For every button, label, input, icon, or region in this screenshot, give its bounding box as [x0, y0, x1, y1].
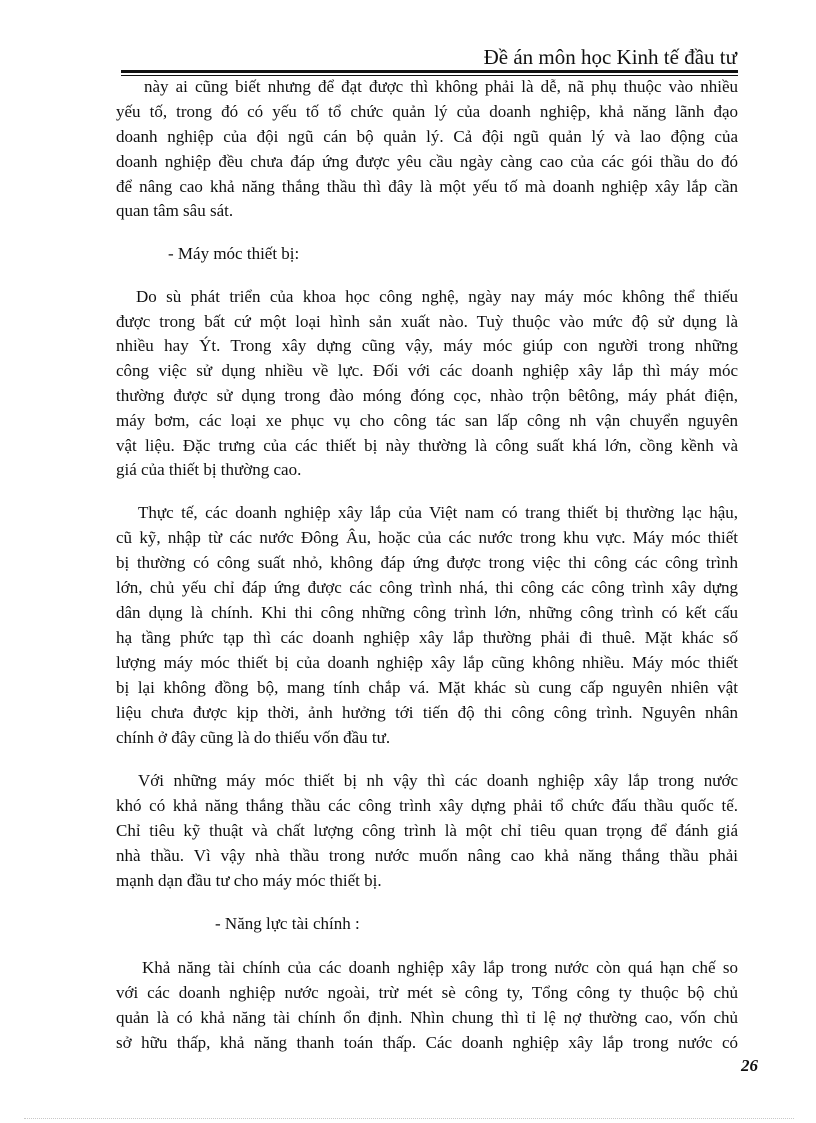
- body-text-line: dân dụng là chính. Khi thi công những công trình lớn, những công trình có kết cấu: [116, 603, 738, 622]
- body-text-line: Với những máy móc thiết bị nh vậy thì các doanh nghiệp xây lắp trong nước: [138, 771, 738, 790]
- body-text-line: máy bơm, các loại xe phục vụ cho công tác san lấp công nh vận chuyển nguyên: [116, 411, 738, 430]
- body-text-line: Khả năng tài chính của các doanh nghiệp xây lắp trong nước còn quá hạn chế so: [142, 958, 738, 977]
- body-text-line: hạ tầng phức tạp thì các doanh nghiệp xây lắp thường phải đi thuê. Mặt khác số: [116, 628, 738, 647]
- body-text-line: giá của thiết bị thường cao.: [116, 460, 302, 479]
- body-text-line: này ai cũng biết nhưng để đạt được thì không phải là dễ, nã phụ thuộc vào nhiều: [144, 77, 738, 96]
- body-text-line: được trong bất cứ một loại hình sản xuất nào. Tuỳ thuộc vào mức độ sử dụng là: [116, 312, 738, 331]
- body-text-line: quản là có khả năng tài chính ổn định. Nhìn chung thì tỉ lệ nợ thường cao, vốn chủ: [116, 1008, 738, 1027]
- body-text-line: cũ kỹ, nhập từ các nước Đông Âu, hoặc của các nước trong khu vực. Máy móc thiết: [116, 528, 738, 547]
- body-text-line: chính ở đây cũng là do thiếu vốn đầu tư.: [116, 728, 391, 747]
- body-text-line: khó có khả năng thắng thầu các công trình xây dựng phải tổ chức đấu thầu quốc tế.: [116, 796, 738, 815]
- body-text-line: bị lại không đồng bộ, mang tính chắp vá. Mặt khác sù cung cấp nguyên nhiên vật: [116, 678, 738, 697]
- body-text-line: lượng máy móc thiết bị của doanh nghiệp xây lắp cũng không nhiều. Máy móc thiết: [116, 653, 738, 672]
- body-text-line: bị thường có công suất nhỏ, không đáp ứng được trong việc thi công các công trình: [116, 553, 738, 572]
- body-text-line: thường được sử dụng trong đào móng đóng cọc, nhào trộn bêtông, máy phát điện,: [116, 386, 738, 405]
- header-rule: [121, 70, 738, 73]
- footer-divider: [24, 1118, 794, 1119]
- body-text-line: Do sù phát triển của khoa học công nghệ, ngày nay máy móc không thể thiếu: [136, 287, 738, 306]
- body-text-line: quan tâm sâu sát.: [116, 201, 234, 220]
- body-text-line: công việc sử dụng nhiều về lực. Đối với các doanh nghiệp xây lắp thì máy móc: [116, 361, 738, 380]
- body-text-line: Chỉ tiêu kỹ thuật và chất lượng công trình là một chỉ tiêu quan trọng để đánh giá: [116, 821, 738, 840]
- body-text-line: lớn, chủ yếu chỉ đáp ứng được các công trình nhá, thi công các công trình xây dựng: [116, 578, 738, 597]
- body-text-line: nhiều hay Ýt. Trong xây dựng cũng vậy, máy móc giúp con người trong những: [116, 336, 738, 355]
- body-text-line: để nâng cao khả năng thắng thầu thì đây là một yếu tố mà doanh nghiệp xây lắp cần: [116, 177, 738, 196]
- body-text-line: sở hữu thấp, khả năng thanh toán thấp. Các doanh nghiệp xây lắp trong nước có: [116, 1033, 738, 1052]
- body-text-line: với các doanh nghiệp nước ngoài, trừ mét sè công ty, Tổng công ty thuộc bộ chủ: [116, 983, 738, 1002]
- section-heading-finance: - Năng lực tài chính :: [215, 914, 360, 933]
- body-text-line: yếu tố, trong đó có yếu tố tổ chức quản lý của doanh nghiệp, khả năng lãnh đạo: [116, 102, 738, 121]
- body-text-line: nhà thầu. Vì vậy nhà thầu trong nước muốn nâng cao khả năng thắng thầu phải: [116, 846, 738, 865]
- body-text-line: vật liệu. Đặc trưng của các thiết bị này thường là công suất khá lớn, cồng kềnh và: [116, 436, 738, 455]
- body-text-line: Thực tế, các doanh nghiệp xây lắp của Việt nam có trang thiết bị thường lạc hậu,: [138, 503, 738, 522]
- body-text-line: doanh nghiệp của đội ngũ cán bộ quản lý. Cả đội ngũ quản lý và lao động của: [116, 127, 738, 146]
- body-text-line: mạnh dạn đầu tư cho máy móc thiết bị.: [116, 871, 382, 890]
- page-number: 26: [741, 1056, 758, 1075]
- document-header-title: Đề án môn học Kinh tế đầu tư: [483, 45, 737, 69]
- body-text-line: liệu chưa được kịp thời, ảnh hưởng tới tiến độ thi công công trình. Nguyên nhân: [116, 703, 738, 722]
- section-heading-machinery: - Máy móc thiết bị:: [168, 244, 300, 263]
- body-text-line: doanh nghiệp đều chưa đáp ứng được yêu cầu ngày càng cao của các gói thầu do đó: [116, 152, 738, 171]
